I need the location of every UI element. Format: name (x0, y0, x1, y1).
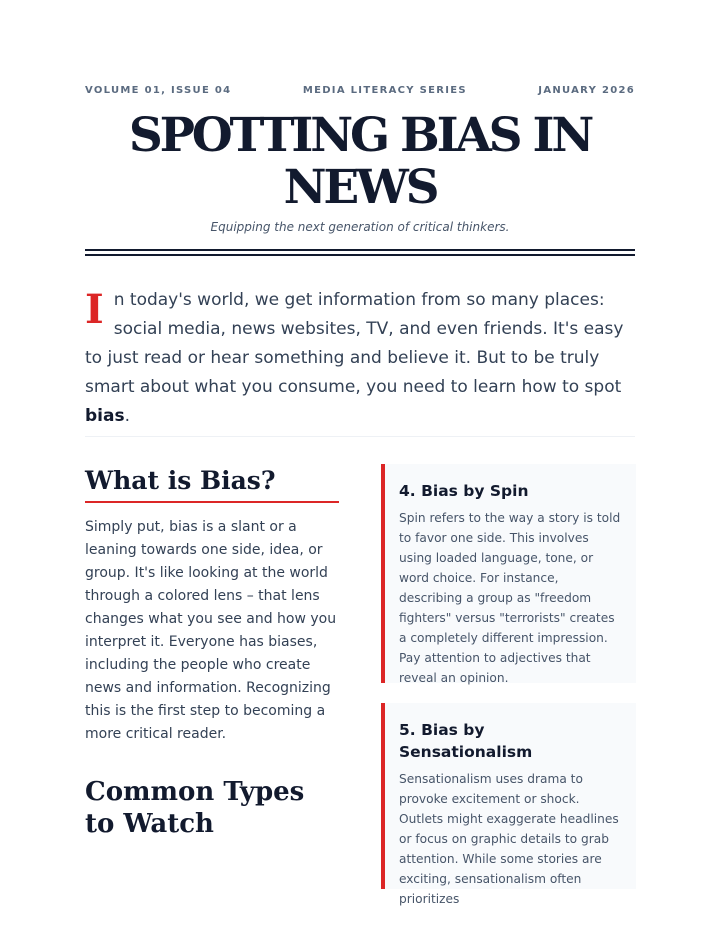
what-is-bias-body: Simply put, bias is a slant or a leaning towards one side, idea, or group. It's like looking at the world through a colored lens – that lens changes what you see and how you interpret it. Everyone has biases, including the people who create news and information. Recognizing this is the first step to becoming a more critical reader. (85, 519, 337, 742)
section-divider (85, 436, 635, 437)
card-text: Sensationalism uses drama to provoke excitement or shock. Outlets might exaggerate headlines or focus on graphic details to grab attention. While some stories are exciting, sensationalism often prioritizes (399, 772, 619, 906)
intro-emphasis: bias (85, 406, 125, 426)
drop-cap: I (85, 286, 104, 333)
card-title: 4. Bias by Spin (399, 482, 529, 500)
card-title: 5. Bias by Sensationalism (399, 721, 533, 761)
intro-paragraph (85, 286, 635, 431)
intro-end: . (124, 406, 130, 426)
page-subtitle: Equipping the next generation of critical thinkers. (210, 220, 510, 234)
masthead (85, 85, 635, 96)
issue-date: JANUARY 2026 (538, 85, 635, 96)
header-rule-bottom (85, 254, 635, 256)
issue-number: VOLUME 01, ISSUE 04 (85, 85, 232, 96)
series-name: MEDIA LITERACY SERIES (302, 85, 467, 96)
bias-card-sensationalism (381, 703, 636, 906)
bias-card-spin (381, 464, 636, 683)
intro-text: n today's world, we get information from so many places: social media, news websites, TV, and even friends. It's easy to just read or hear something and believe it. But to be truly smart about what you consume, you need to learn how to spot (85, 290, 624, 397)
page-title: SPOTTING BIAS IN NEWS (128, 108, 592, 215)
card-text: Spin refers to the way a story is told to favor one side. This involves using loaded language, tone, or word choice. For instance, describing a group as "freedom fighters" versus "terrorists" creates a completely different impression. Pay attention to adjectives that reveal an opinion. (399, 511, 621, 685)
common-types-heading: Common Types to Watch (85, 777, 305, 839)
what-is-bias-heading: What is Bias? (85, 466, 339, 503)
header-rule-top (85, 249, 635, 251)
